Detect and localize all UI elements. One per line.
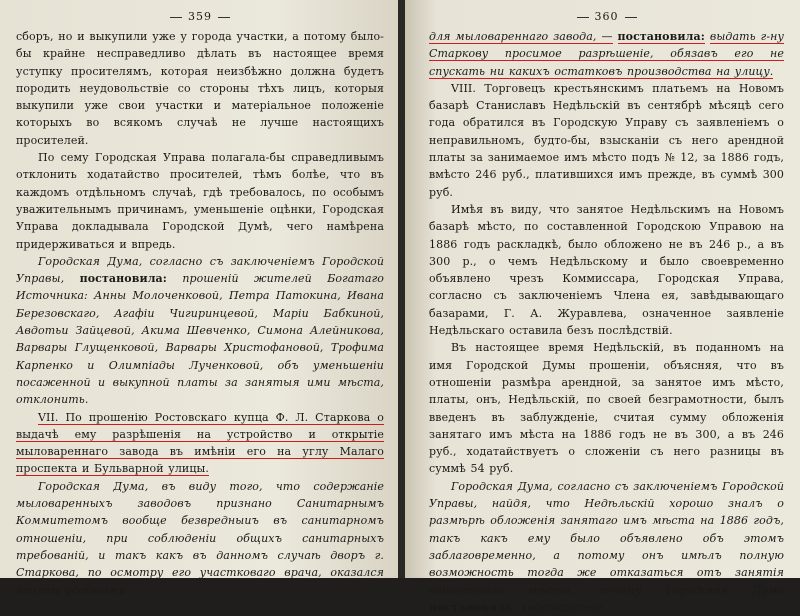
paragraph: VIII. Торговецъ крестьянскимъ платьемъ на Новомъ базарѣ Станиславъ Недѣльскій въ сентябрѣ мѣсяцѣ сего года обратился въ Городскую Управу съ заявленіемъ о неправильномъ, будто-бы, взысканіи съ него арендной платы за занимаемое имъ мѣсто подъ № 12, за 1886 годъ, вмѣсто 246 руб., платившихся имъ прежде, въ суммѣ 300 руб. bbox=[429, 81, 784, 199]
left-page bbox=[0, 0, 398, 597]
right-page bbox=[405, 0, 800, 614]
paragraph: сборъ, но и выкупили уже у города участки, а потому было-бы крайне несправедливо дѣлать въ настоящее время уступку просителямъ, которая неизбѣжно должна будетъ породить неудовольствіе со стороны тѣхъ лицъ, которыя выкупили уже свои участки и матеріальное положеніе которыхъ во всякомъ случаѣ не лучше настоящихъ просителей. bbox=[16, 30, 384, 147]
section-heading-underlined: VII. По прошенію Ростовскаго купца Ф. Л. Старкова о выдачѣ ему разрѣшенія на устройство и открытіе мыловареннаго завода въ имѣніи его на углу Малаго проспекта и Бульварной улицы. bbox=[16, 410, 384, 476]
page-number: 359 bbox=[16, 10, 384, 24]
page-number: 360 bbox=[429, 10, 784, 24]
paragraph: Имѣя въ виду, что занятое Недѣльскимъ на Новомъ базарѣ мѣсто, по составленной Городскою Управою на 1886 годъ раскладкѣ, было обложено не въ 246 р., а въ 300 р., о чемъ Недѣльскому и было своевременно объявлено чрезъ Коммиссара, Городская Управа, согласно съ заключеніемъ Члена ея, завѣдывающаго базарами, Г. А. Журавлева, означенное заявленіе Недѣльскаго оставила безъ послѣдствій. bbox=[429, 202, 784, 338]
paragraph: Городская Дума, въ виду того, что содержаніе мыловаренныхъ заводовъ признано Санитарнымъ Коммитетомъ вообще безвредныиъ въ санитарномъ отношеніи, при соблюденіи общихъ санитарныхъ требованій, и такъ какъ въ данномъ случаѣ дворъ г. Старкова, по осмотру его участковаго врача, оказался вполнѣ удобнымъ bbox=[16, 479, 384, 597]
resolution-keyword: постановила: bbox=[79, 272, 167, 286]
resolution-paragraph: Городская Дума, согласно съ заключеніемъ Городской Управы, постановила: прошеній жителей Богатаго Источника: Анны Молоченковой, Петра Патокина, Ивана Березовскаго, Агафіи Чигиринцевой, Маріи Бабкиной, Авдотьи Зайцевой, Акима Шевченко, Симона Алейникова, Варвары Глущенковой, Варвары Христофановой, Трофима Карпенко и Олимпіады Лученковой, объ уменьшеніи посаженной и выкупной платы за занятыя ими мѣста, отклонить. bbox=[16, 254, 384, 407]
resolution-paragraph: Городская Дума, согласно съ заключеніемъ Городской Управы, найдя, что Недѣльскій хорошо зналъ о размѣрѣ обложенія занятаго имъ мѣста на 1886 годъ, такъ какъ ему было объявлено объ этомъ заблаговременно, а потому онъ имѣлъ полную возможность тогда же отказаться отъ занятія означеннаго мѣста, почему Городская Дума постановила: ходатайство bbox=[429, 479, 784, 614]
left-page-text bbox=[16, 28, 384, 599]
resolution-keyword: постановила: bbox=[429, 600, 517, 614]
paragraph: Въ настоящее время Недѣльскій, въ поданномъ на имя Городской Думы прошеніи, объясняя, что въ отношеніи размѣра арендной, за занятое имъ мѣсто, платы, онъ, Недѣльскій, по своей безграмотности, былъ введенъ въ заблужденіе, считая сумму обложенія занятаго имъ мѣста на 1886 годъ не въ 300, а въ 246 руб., ходатайствуетъ о сложеніи съ него разницы въ суммѣ 54 руб. bbox=[429, 341, 784, 476]
paragraph: По сему Городская Управа полагала-бы справедливымъ отклонить ходатайство просителей, тѣмъ болѣе, что въ каждомъ отдѣльномъ случаѣ, гдѣ требовалось, по особымъ уважительнымъ причинамъ, уменьшеніе оцѣнки, Городская Управа докладывала Городской Думѣ, чего намѣрена придерживаться и впредь. bbox=[16, 151, 384, 251]
resolution-paragraph: для мыловареннаго завода, — постановила: выдать г-ну Старкову просимое разрѣшеніе, обязавъ его не спускать ни какихъ остатковъ производства на улицу. bbox=[429, 30, 784, 78]
resolution-keyword: постановила: bbox=[617, 30, 705, 43]
book-gutter bbox=[398, 0, 405, 578]
right-page-text bbox=[429, 28, 784, 616]
